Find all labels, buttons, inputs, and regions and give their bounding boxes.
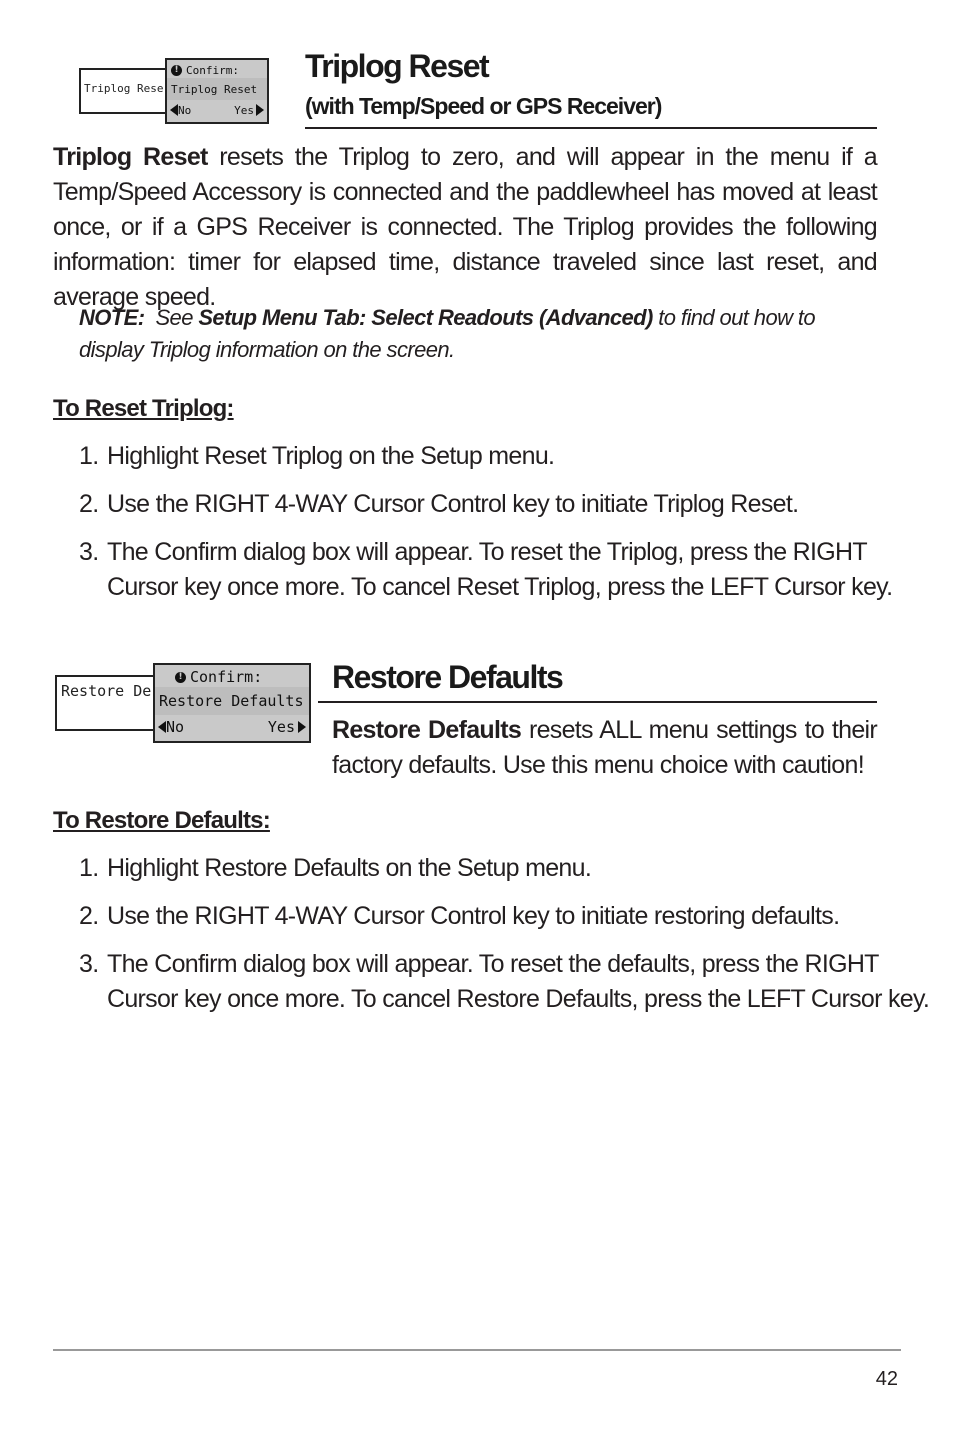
triplog-dialog-choices <box>167 100 267 120</box>
triplog-dialog-header <box>167 60 267 78</box>
triplog-yes-option[interactable] <box>234 104 264 117</box>
triplog-dialog-confirm: Confirm: <box>186 63 239 77</box>
triplog-dialog-title: Triplog Reset <box>171 82 258 96</box>
restore-dialog-title: Restore Defaults <box>159 692 304 710</box>
triplog-confirm-dialog <box>165 58 269 124</box>
triplog-menu-label: Triplog Rese <box>84 82 164 95</box>
restore-step-3 <box>79 947 930 1017</box>
restore-no-label: No <box>166 718 185 736</box>
step-number: 2. <box>79 490 99 518</box>
restore-heading: Restore Defaults <box>332 659 563 695</box>
note-label: NOTE: <box>79 305 145 330</box>
triplog-note <box>79 302 877 366</box>
restore-yes-label: Yes <box>267 718 295 736</box>
restore-menu-graphic <box>55 663 313 745</box>
triplog-menu-item-box <box>79 68 175 114</box>
restore-menu-item-box <box>55 675 169 731</box>
restore-paragraph <box>332 713 877 783</box>
triplog-yes-label: Yes <box>234 103 254 117</box>
step-text-line1: The Confirm dialog box will appear. To reset the defaults, press the RIGHT <box>107 950 879 978</box>
step-number: 1. <box>79 442 99 470</box>
restore-dialog-title-row <box>155 687 309 715</box>
restore-paragraph-text: resets ALL menu settings to their factory defaults. Use this menu choice with caution! <box>332 716 877 779</box>
triplog-no-option[interactable] <box>170 104 191 117</box>
step-text-line1: The Confirm dialog box will appear. To reset the Triplog, press the RIGHT <box>107 538 867 566</box>
triplog-heading-rule <box>305 127 877 129</box>
right-arrow-icon <box>256 104 264 116</box>
triplog-step-3 <box>79 535 893 605</box>
restore-heading-rule <box>318 701 877 703</box>
restore-no-option[interactable] <box>158 718 184 736</box>
restore-step-2 <box>79 899 879 934</box>
info-icon: ! <box>175 672 186 683</box>
restore-procedure-title: To Restore Defaults: <box>53 807 270 834</box>
restore-confirm-dialog <box>153 663 311 743</box>
restore-dialog-choices <box>155 715 309 739</box>
restore-dialog-confirm: Confirm: <box>190 668 263 686</box>
triplog-paragraph <box>53 140 877 315</box>
step-number: 3. <box>79 538 99 566</box>
note-reference: Setup Menu Tab: Select Readouts (Advanced) <box>198 305 653 330</box>
triplog-subheading: (with Temp/Speed or GPS Receiver) <box>305 93 662 119</box>
step-text-line2: Cursor key once more. To cancel Restore Defaults, press the LEFT Cursor key. <box>107 985 930 1013</box>
step-text-line2: Cursor key once more. To cancel Reset Triplog, press the LEFT Cursor key. <box>107 573 893 601</box>
step-text: Highlight Restore Defaults on the Setup menu. <box>107 854 592 882</box>
left-arrow-icon <box>158 721 166 733</box>
triplog-paragraph-text: resets the Triplog to zero, and will appear in the menu if a Temp/Speed Accessory is connected and the paddlewheel has moved at least once, or if a GPS Receiver is connected. The Triplog provides the following information: timer for elapsed time, distance traveled since last reset, and average speed. <box>53 143 878 311</box>
info-icon: ! <box>171 65 182 76</box>
triplog-dialog-title-row <box>167 78 267 100</box>
step-text: Highlight Reset Triplog on the Setup menu. <box>107 442 555 470</box>
step-number: 2. <box>79 902 99 930</box>
triplog-no-label: No <box>178 103 192 117</box>
restore-menu-label: Restore De <box>61 682 152 700</box>
triplog-paragraph-bold: Triplog Reset <box>53 143 208 171</box>
page-number: 42 <box>875 1368 898 1390</box>
note-rest: to find out how to display Triplog information on the screen. <box>79 305 816 362</box>
triplog-heading: Triplog Reset <box>305 48 489 84</box>
step-text: Use the RIGHT 4-WAY Cursor Control key to initiate Triplog Reset. <box>107 490 799 518</box>
step-text: Use the RIGHT 4-WAY Cursor Control key to initiate restoring defaults. <box>107 902 840 930</box>
triplog-step-1 <box>79 439 879 474</box>
left-arrow-icon <box>170 104 178 116</box>
right-arrow-icon <box>298 721 306 733</box>
step-number: 3. <box>79 950 99 978</box>
restore-yes-option[interactable] <box>268 718 306 736</box>
restore-step-1 <box>79 851 879 886</box>
triplog-procedure-title: To Reset Triplog: <box>53 395 234 422</box>
triplog-step-2 <box>79 487 879 522</box>
restore-dialog-header <box>155 665 309 687</box>
footer-rule <box>53 1349 901 1351</box>
restore-paragraph-bold: Restore Defaults <box>332 716 522 744</box>
step-number: 1. <box>79 854 99 882</box>
note-see: See <box>155 305 193 330</box>
triplog-menu-graphic <box>79 58 269 124</box>
